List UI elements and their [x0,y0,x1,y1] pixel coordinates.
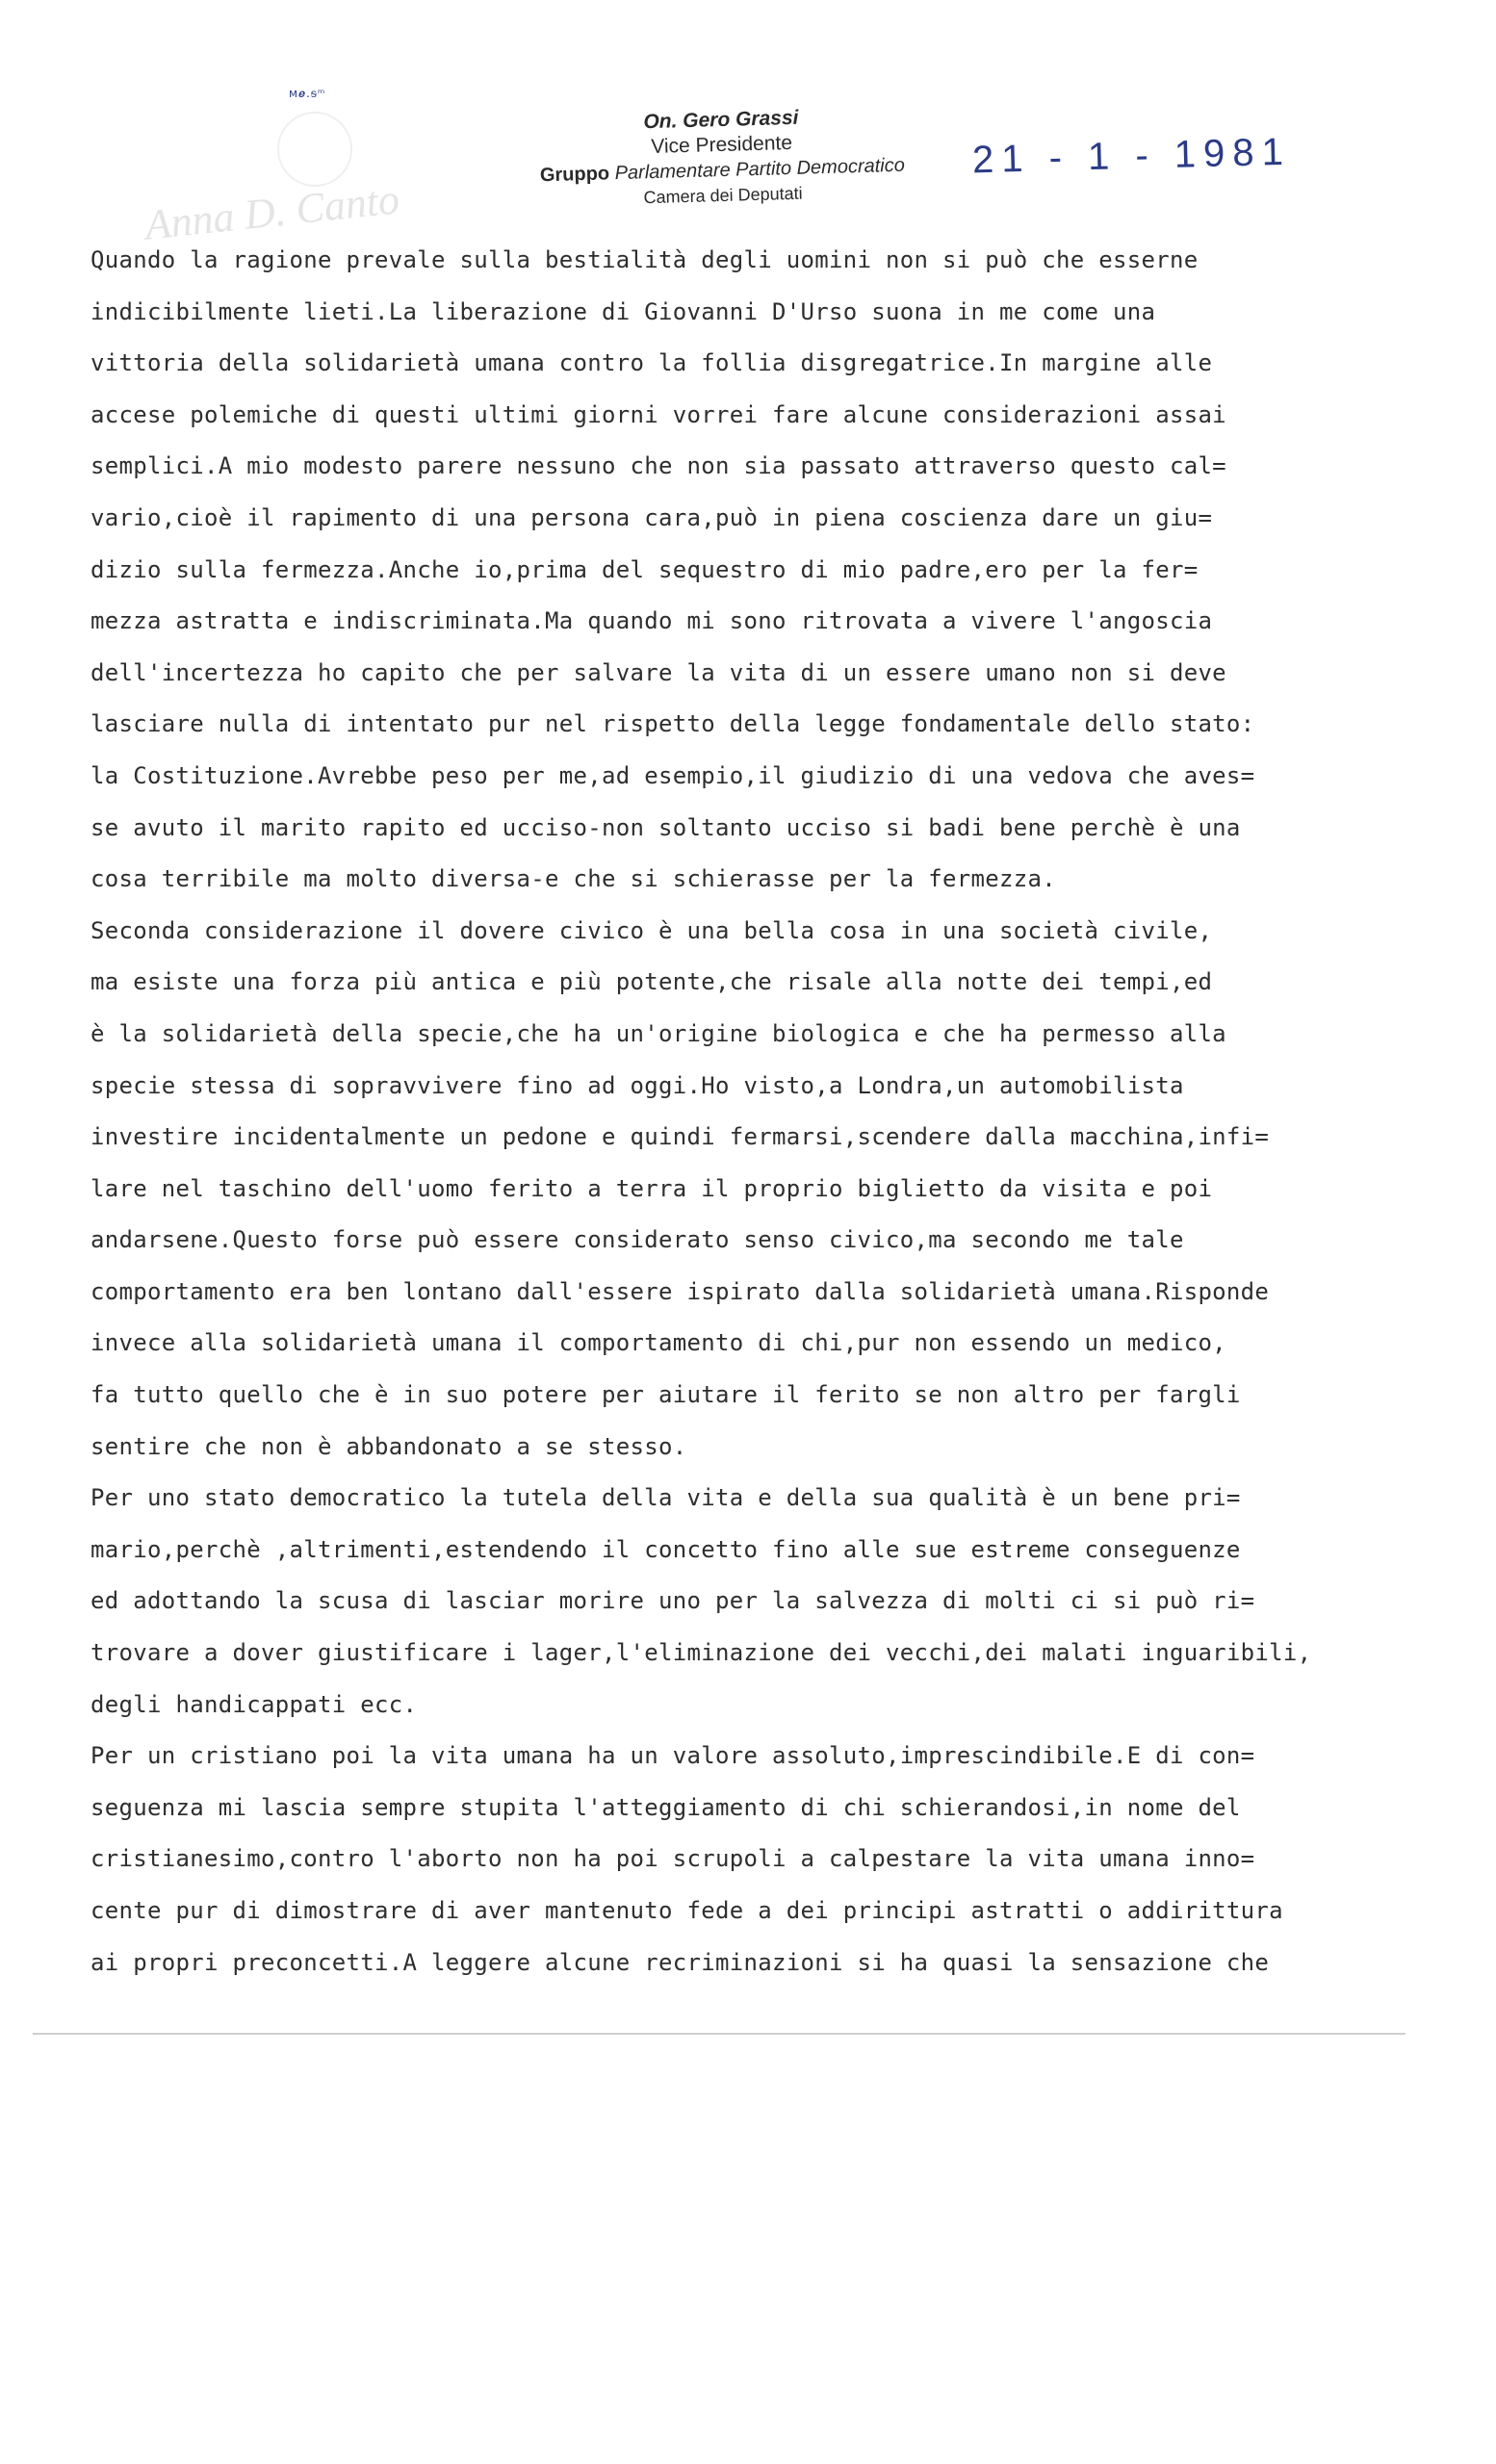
letter-body [90,245,1457,1999]
text-line: cente pur di dimostrare di aver mantenuto fede a dei principi astratti o addirittura [90,1897,1283,1924]
faint-signature: Anna D. Canto [142,175,402,249]
text-line: lare nel taschino dell'uomo ferito a terra il proprio biglietto da visita e poi [90,1174,1213,1202]
text-line: Per un cristiano poi la vita umana ha un valore assoluto,imprescindibile.E di con= [90,1742,1255,1770]
text-line: ai propri preconcetti.A leggere alcune recriminazioni si ha quasi la sensazione che [90,1948,1270,1976]
text-line: Seconda considerazione il dovere civico è una bella cosa in una società civile, [90,916,1213,944]
handwritten-date: 21 - 1 - 1981 [971,130,1292,182]
bottom-rule [33,2033,1406,2035]
text-line: indicibilmente lieti.La liberazione di Giovanni D'Urso suona in me come una [90,297,1156,325]
text-line: investire incidentalmente un pedone e quindi fermarsi,scendere dalla macchina,infi= [90,1123,1270,1151]
stamp-mark: ᴍ𝒆.ᵴᵐ [289,87,326,100]
text-line: ma esiste una forza più antica e più potente,che risale alla notte dei tempi,ed [90,968,1213,996]
text-line: accese polemiche di questi ultimi giorni vorrei fare alcune considerazioni assai [90,400,1226,428]
text-line: specie stessa di sopravvivere fino ad oggi.Ho visto,a Londra,un automobilista [90,1071,1184,1099]
text-line: lasciare nulla di intentato pur nel rispetto della legge fondamentale dello stato: [90,710,1255,738]
text-line: dizio sulla fermezza.Anche io,prima del sequestro di mio padre,ero per la fer= [90,555,1199,583]
text-line: trovare a dover giustificare i lager,l'eliminazione dei vecchi,dei malati inguaribili, [90,1639,1312,1667]
text-line: vario,cioè il rapimento di una persona cara,può in piena coscienza dare un giu= [90,503,1213,531]
text-line: mezza astratta e indiscriminata.Ma quando mi sono ritrovata a vivere l'angoscia [90,607,1213,635]
letterhead-group-prefix: Gruppo [539,163,610,187]
text-line: andarsene.Questo forse può essere considerato senso civico,ma secondo me tale [90,1226,1184,1254]
text-line: comportamento era ben lontano dall'essere ispirato dalla solidarietà umana.Risponde [90,1277,1270,1305]
text-line: se avuto il marito rapito ed ucciso-non soltanto ucciso si badi bene perchè è una [90,813,1241,841]
letterhead-chamber: Camera dei Deputati [643,183,803,208]
text-line: mario,perchè ,altrimenti,estendendo il concetto fino alle sue estreme conseguenze [90,1535,1241,1563]
text-line: semplici.A mio modesto parere nessuno che non sia passato attraverso questo cal= [90,452,1226,480]
letterhead-role: Vice Presidente [650,131,793,159]
letterhead [509,102,936,214]
text-line: ed adottando la scusa di lasciar morire uno per la salvezza di molti ci si può ri= [90,1587,1255,1615]
text-line: degli handicappati ecc. [90,1690,418,1718]
text-line: Quando la ragione prevale sulla bestialità degli uomini non si può che esserne [90,246,1199,273]
text-line: la Costituzione.Avrebbe peso per me,ad esempio,il giudizio di una vedova che aves= [90,761,1255,789]
text-line: cosa terribile ma molto diversa-e che si schierasse per la fermezza. [90,865,1056,893]
letterhead-group-rest: Parlamentare Partito Democratico [614,154,906,185]
text-line: è la solidarietà della specie,che ha un'origine biologica e che ha permesso alla [90,1019,1226,1047]
text-line: vittoria della solidarietà umana contro la follia disgregatrice.In margine alle [90,349,1213,377]
text-line: invece alla solidarietà umana il comportamento di chi,pur non essendo un medico, [90,1329,1226,1357]
text-line: fa tutto quello che è in suo potere per aiutare il ferito se non altro per fargli [90,1381,1241,1409]
text-line: cristianesimo,contro l'aborto non ha poi scrupoli a calpestare la vita umana inno= [90,1845,1255,1873]
text-line: seguenza mi lascia sempre stupita l'atteggiamento di chi schierandosi,in nome del [90,1793,1241,1821]
faint-seal-mark [277,112,352,187]
text-line: dell'incertezza ho capito che per salvare la vita di un essere umano non si deve [90,658,1226,686]
text-line: Per uno stato democratico la tutela della vita e della sua qualità è un bene pri= [90,1484,1241,1512]
letterhead-name: On. Gero Grassi [643,106,799,134]
text-line: sentire che non è abbandonato a se stesso. [90,1432,687,1460]
